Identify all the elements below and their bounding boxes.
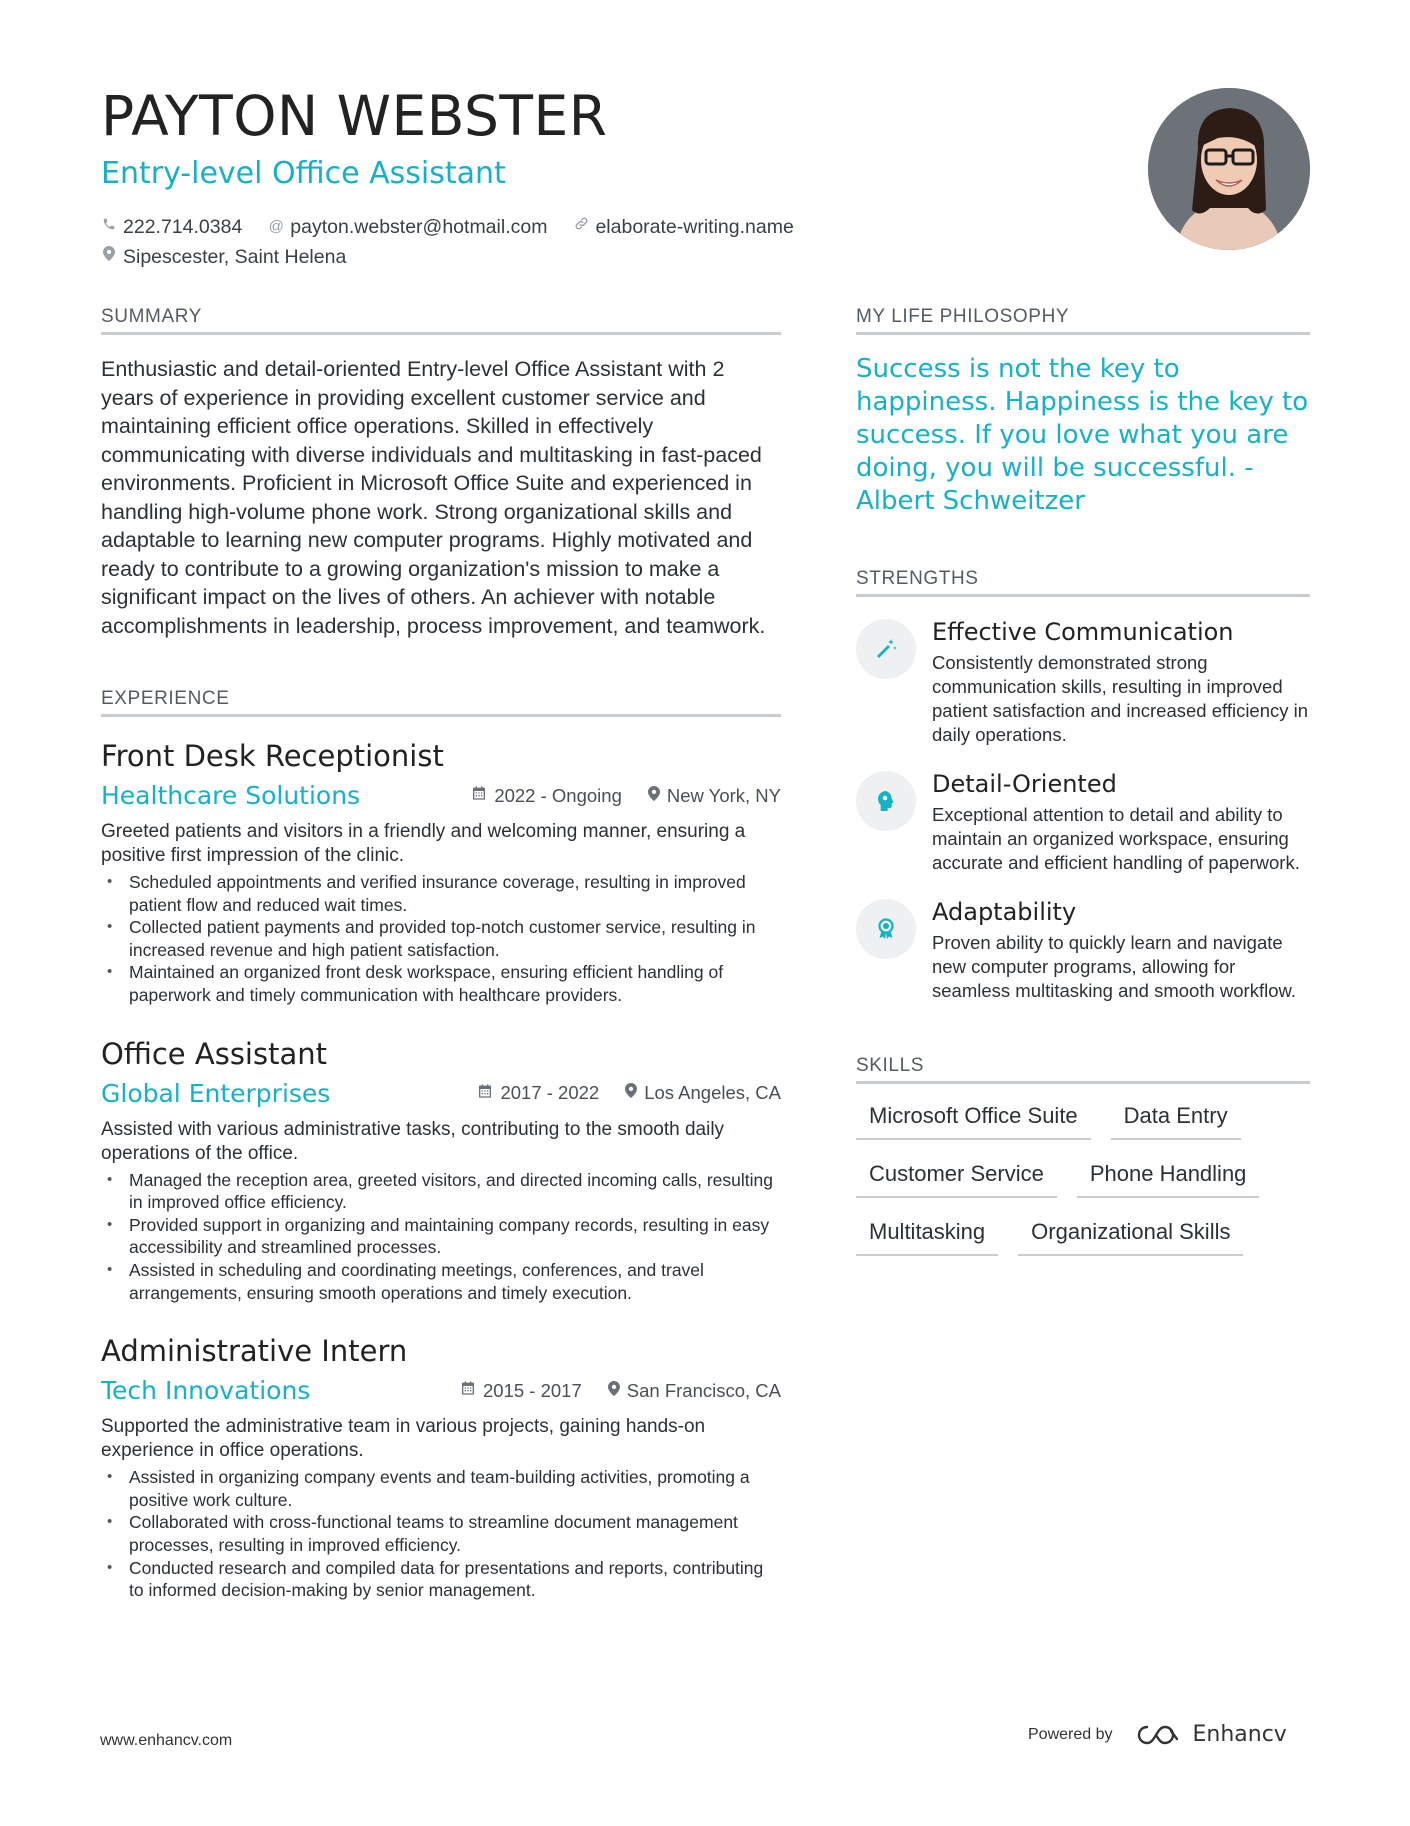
phone-text: 222.714.0384 <box>123 216 243 238</box>
enhancv-logo[interactable] <box>1137 1722 1287 1747</box>
job-dates <box>460 1380 582 1402</box>
left-column <box>101 306 781 1602</box>
skill-tag: Multitasking <box>856 1218 998 1256</box>
contact-phone <box>101 212 242 242</box>
calendar-icon <box>477 1083 493 1104</box>
job-bullets <box>101 1169 781 1305</box>
map-pin-icon <box>608 1381 620 1401</box>
map-pin-icon <box>625 1083 637 1103</box>
skills-list <box>856 1102 1310 1256</box>
contact-location <box>101 242 346 272</box>
calendar-icon <box>471 785 487 806</box>
job-title: Front Desk Receptionist <box>101 739 444 773</box>
skill-tag: Phone Handling <box>1077 1160 1260 1198</box>
experience-entry <box>101 1332 781 1602</box>
location-text: San Francisco, CA <box>626 1379 781 1401</box>
phone-icon <box>101 212 117 242</box>
website-text: elaborate-writing.name <box>595 216 794 238</box>
location-text: Sipescester, Saint Helena <box>123 246 347 268</box>
profile-photo <box>1148 88 1310 250</box>
experience-entry <box>101 1035 781 1305</box>
job-location <box>625 1082 781 1104</box>
enhancv-logo-icon <box>1137 1723 1183 1747</box>
summary-text: Enthusiastic and detail-oriented Entry-level Office Assistant with 2 years of experience in providing excellent customer service and maintaining efficient office operations. Skilled in effectively communicating with diverse individuals and multitasking in fast-paced environments. Proficient in Microsoft Office Suite and experienced in handling high-volume phone work. Strong organizational skills and adaptable to learning new computer programs. Highly motivated and ready to contribute to a growing organization's mission to make a significant impact on the lives of others. An achiever with notable accomplishments in leadership, process improvement, and teamwork. <box>101 357 766 638</box>
right-column <box>856 306 1310 1256</box>
company-name: Global Enterprises <box>101 1078 331 1108</box>
skill-tag: Organizational Skills <box>1018 1218 1243 1256</box>
job-description: Supported the administrative team in various projects, gaining hands-on experience in office operations. <box>101 1416 706 1462</box>
bullet-item: • Managed the reception area, greeted visitors, and directed incoming calls, resulting in improved office efficiency. <box>101 1169 781 1214</box>
strength-item <box>856 617 1310 747</box>
link-icon <box>573 212 589 242</box>
powered-by-text: Powered by <box>1028 1725 1113 1743</box>
experience-heading: EXPERIENCE <box>101 688 781 717</box>
philosophy-quote: Success is not the key to happiness. Happiness is the key to success. If you love what you are doing, you will be successful. - Albert Schweitzer <box>856 354 1309 516</box>
contact-website[interactable] <box>573 212 793 242</box>
bullet-item: • Conducted research and compiled data for presentations and reports, contributing to informed decision-making by senior management. <box>101 1557 781 1602</box>
strength-description: Exceptional attention to detail and ability to maintain an organized workspace, ensuring accurate and efficient handling of paperwork. <box>932 804 1300 873</box>
job-description: Greeted patients and visitors in a friendly and welcoming manner, ensuring a positive first impression of the clinic. <box>101 821 746 866</box>
brand-name: Enhancv <box>1192 1722 1287 1747</box>
dates-text: 2017 - 2022 <box>500 1082 600 1104</box>
job-title: Office Assistant <box>101 1036 327 1071</box>
experience-entry <box>101 737 781 1007</box>
strength-description: Consistently demonstrated strong communication skills, resulting in improved patient satisfaction and increased efficiency in daily operations. <box>932 652 1309 745</box>
candidate-name: PAYTON WEBSTER <box>101 84 608 148</box>
company-name: Healthcare Solutions <box>101 781 361 810</box>
footer-branding <box>1028 1722 1287 1747</box>
skill-tag: Data Entry <box>1111 1102 1241 1140</box>
bullet-item: • Provided support in organizing and maintaining company records, resulting in easy accessibility and streamlined processes. <box>101 1214 781 1259</box>
job-dates <box>477 1082 599 1104</box>
strength-name: Adaptability <box>932 898 1077 926</box>
bullet-item: • Assisted in organizing company events and team-building activities, promoting a positive work culture. <box>101 1466 781 1511</box>
magic-wand-icon <box>856 619 916 679</box>
skill-tag: Customer Service <box>856 1160 1057 1198</box>
philosophy-heading: MY LIFE PHILOSOPHY <box>856 306 1310 335</box>
strength-item <box>856 769 1310 875</box>
bullet-item: • Assisted in scheduling and coordinating meetings, conferences, and travel arrangements, ensuring smooth operations and timely execution. <box>101 1259 781 1304</box>
strengths-heading: STRENGTHS <box>856 568 1310 597</box>
dates-text: 2015 - 2017 <box>483 1379 582 1401</box>
map-pin-icon <box>648 786 660 806</box>
job-location <box>648 785 781 807</box>
strength-item <box>856 897 1310 1003</box>
job-dates <box>471 785 622 807</box>
head-brain-icon <box>856 771 916 831</box>
resume-header <box>101 84 1301 272</box>
at-sign-icon: @ <box>268 218 284 235</box>
strength-name: Detail-Oriented <box>932 770 1117 798</box>
location-text: New York, NY <box>666 784 781 806</box>
email-text: payton.webster@hotmail.com <box>290 216 548 238</box>
job-location <box>608 1380 781 1402</box>
strength-name: Effective Communication <box>932 618 1234 646</box>
footer-website[interactable]: www.enhancv.com <box>100 1732 233 1749</box>
bullet-item: • Collaborated with cross-functional teams to streamline document management processes, resulting in improved efficiency. <box>101 1511 781 1556</box>
contact-email[interactable] <box>268 212 547 242</box>
dates-text: 2022 - Ongoing <box>494 784 622 806</box>
candidate-title: Entry-level Office Assistant <box>101 156 506 191</box>
skill-tag: Microsoft Office Suite <box>856 1102 1091 1140</box>
award-ribbon-icon <box>856 899 916 959</box>
map-pin-icon <box>101 242 117 272</box>
calendar-icon <box>460 1380 476 1401</box>
strength-description: Proven ability to quickly learn and navigate new computer programs, allowing for seamless multitasking and smooth workflow. <box>932 932 1296 1001</box>
contact-info <box>101 212 1301 272</box>
bullet-item: • Collected patient payments and provided top-notch customer service, resulting in increased revenue and high patient satisfaction. <box>101 916 781 961</box>
company-name: Tech Innovations <box>101 1376 311 1406</box>
job-description: Assisted with various administrative tasks, contributing to the smooth daily operations of the office. <box>101 1118 725 1164</box>
job-bullets <box>101 871 781 1007</box>
job-title: Administrative Intern <box>101 1334 408 1369</box>
bullet-item: • Maintained an organized front desk workspace, ensuring efficient handling of paperwork and timely communication with healthcare providers. <box>101 961 781 1006</box>
bullet-item: • Scheduled appointments and verified insurance coverage, resulting in improved patient flow and reduced wait times. <box>101 871 781 916</box>
location-text: Los Angeles, CA <box>644 1082 781 1104</box>
job-bullets <box>101 1466 781 1602</box>
summary-heading: SUMMARY <box>101 306 781 335</box>
skills-heading: SKILLS <box>856 1055 1310 1084</box>
